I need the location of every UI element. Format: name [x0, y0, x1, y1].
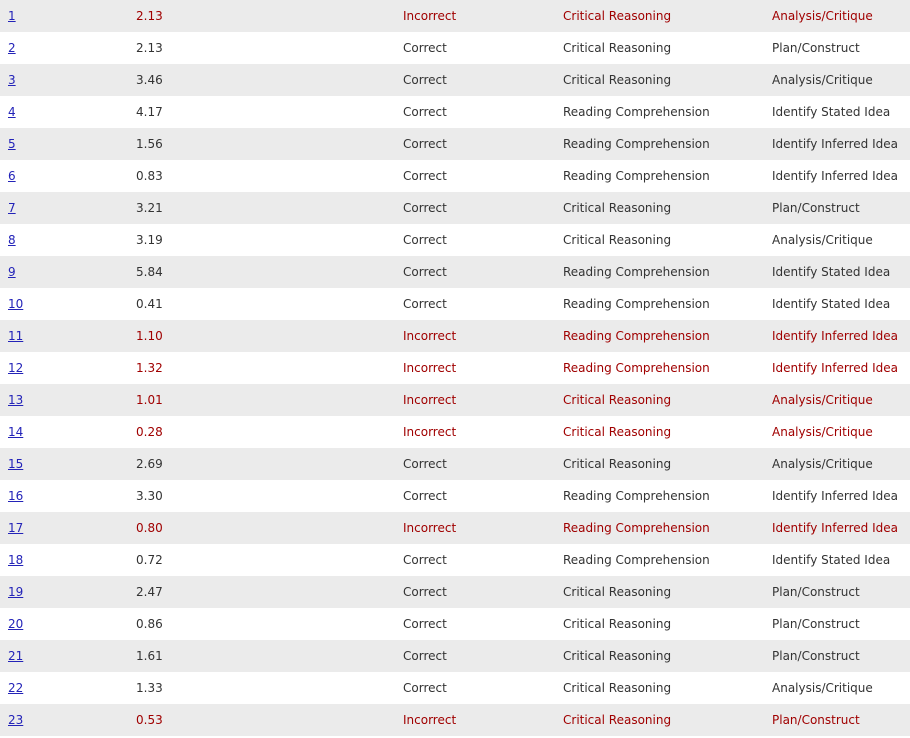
time-cell: 2.13 [136, 32, 403, 64]
table-row [0, 704, 910, 736]
question-number-cell [0, 704, 136, 736]
question-number-cell [0, 256, 136, 288]
question-type-cell: Critical Reasoning [563, 416, 772, 448]
question-number-cell [0, 448, 136, 480]
result-cell: Correct [403, 288, 563, 320]
question-number-cell [0, 608, 136, 640]
time-cell: 0.80 [136, 512, 403, 544]
question-number-cell [0, 224, 136, 256]
result-cell: Incorrect [403, 384, 563, 416]
question-link[interactable]: 22 [8, 681, 24, 695]
result-cell: Incorrect [403, 0, 563, 32]
question-type-cell: Critical Reasoning [563, 608, 772, 640]
question-subtype-cell: Analysis/Critique [772, 64, 910, 96]
time-cell: 0.86 [136, 608, 403, 640]
time-cell: 3.30 [136, 480, 403, 512]
question-subtype-cell: Identify Stated Idea [772, 288, 910, 320]
question-link[interactable]: 10 [8, 297, 24, 311]
question-number-cell [0, 352, 136, 384]
time-cell: 1.10 [136, 320, 403, 352]
question-subtype-cell: Plan/Construct [772, 704, 910, 736]
question-subtype-cell: Analysis/Critique [772, 0, 910, 32]
time-cell: 2.69 [136, 448, 403, 480]
result-cell: Correct [403, 640, 563, 672]
question-type-cell: Critical Reasoning [563, 64, 772, 96]
table-row [0, 544, 910, 576]
question-subtype-cell: Plan/Construct [772, 32, 910, 64]
time-cell: 0.53 [136, 704, 403, 736]
question-number-cell [0, 320, 136, 352]
question-subtype-cell: Identify Inferred Idea [772, 352, 910, 384]
table-row [0, 96, 910, 128]
question-type-cell: Critical Reasoning [563, 672, 772, 704]
question-type-cell: Critical Reasoning [563, 576, 772, 608]
question-type-cell: Reading Comprehension [563, 512, 772, 544]
question-type-cell: Critical Reasoning [563, 0, 772, 32]
table-row [0, 0, 910, 32]
question-type-cell: Reading Comprehension [563, 288, 772, 320]
question-number-cell [0, 0, 136, 32]
question-subtype-cell: Plan/Construct [772, 192, 910, 224]
result-cell: Correct [403, 128, 563, 160]
question-type-cell: Reading Comprehension [563, 480, 772, 512]
table-row [0, 288, 910, 320]
table-row [0, 448, 910, 480]
question-link[interactable]: 15 [8, 457, 24, 471]
question-link[interactable]: 13 [8, 393, 24, 407]
table-row [0, 128, 910, 160]
question-link[interactable]: 18 [8, 553, 24, 567]
time-cell: 3.46 [136, 64, 403, 96]
table-row [0, 256, 910, 288]
question-link[interactable]: 17 [8, 521, 24, 535]
result-cell: Correct [403, 96, 563, 128]
question-type-cell: Reading Comprehension [563, 96, 772, 128]
question-number-cell [0, 192, 136, 224]
question-number-cell [0, 288, 136, 320]
question-type-cell: Reading Comprehension [563, 256, 772, 288]
result-cell: Incorrect [403, 320, 563, 352]
question-subtype-cell: Identify Inferred Idea [772, 320, 910, 352]
question-link[interactable]: 8 [8, 233, 16, 247]
question-type-cell: Reading Comprehension [563, 352, 772, 384]
question-link[interactable]: 21 [8, 649, 24, 663]
question-subtype-cell: Analysis/Critique [772, 448, 910, 480]
question-subtype-cell: Analysis/Critique [772, 384, 910, 416]
question-link[interactable]: 19 [8, 585, 24, 599]
table-row [0, 224, 910, 256]
question-subtype-cell: Analysis/Critique [772, 416, 910, 448]
question-link[interactable]: 12 [8, 361, 24, 375]
question-number-cell [0, 576, 136, 608]
table-row [0, 352, 910, 384]
question-link[interactable]: 1 [8, 9, 16, 23]
question-number-cell [0, 96, 136, 128]
time-cell: 4.17 [136, 96, 403, 128]
question-number-cell [0, 384, 136, 416]
time-cell: 0.41 [136, 288, 403, 320]
result-cell: Incorrect [403, 352, 563, 384]
time-cell: 1.56 [136, 128, 403, 160]
question-number-cell [0, 416, 136, 448]
question-link[interactable]: 3 [8, 73, 16, 87]
table-row [0, 384, 910, 416]
question-subtype-cell: Analysis/Critique [772, 672, 910, 704]
question-link[interactable]: 20 [8, 617, 24, 631]
time-cell: 3.21 [136, 192, 403, 224]
table-row [0, 576, 910, 608]
result-cell: Correct [403, 32, 563, 64]
time-cell: 5.84 [136, 256, 403, 288]
table-row [0, 640, 910, 672]
question-link[interactable]: 16 [8, 489, 24, 503]
question-link[interactable]: 4 [8, 105, 16, 119]
question-subtype-cell: Identify Inferred Idea [772, 512, 910, 544]
result-cell: Correct [403, 224, 563, 256]
question-type-cell: Reading Comprehension [563, 320, 772, 352]
result-cell: Correct [403, 448, 563, 480]
question-type-cell: Reading Comprehension [563, 160, 772, 192]
question-type-cell: Critical Reasoning [563, 192, 772, 224]
result-cell: Correct [403, 192, 563, 224]
question-number-cell [0, 640, 136, 672]
time-cell: 1.61 [136, 640, 403, 672]
question-number-cell [0, 480, 136, 512]
time-cell: 1.33 [136, 672, 403, 704]
time-cell: 1.01 [136, 384, 403, 416]
table-row [0, 672, 910, 704]
table-row [0, 512, 910, 544]
question-type-cell: Critical Reasoning [563, 32, 772, 64]
table-row [0, 480, 910, 512]
question-link[interactable]: 5 [8, 137, 16, 151]
question-type-cell: Reading Comprehension [563, 128, 772, 160]
result-cell: Correct [403, 608, 563, 640]
table-row [0, 160, 910, 192]
result-cell: Correct [403, 64, 563, 96]
question-subtype-cell: Identify Stated Idea [772, 544, 910, 576]
question-number-cell [0, 544, 136, 576]
question-type-cell: Reading Comprehension [563, 544, 772, 576]
result-cell: Correct [403, 160, 563, 192]
result-cell: Incorrect [403, 704, 563, 736]
table-row [0, 32, 910, 64]
question-number-cell [0, 512, 136, 544]
question-link[interactable]: 11 [8, 329, 24, 343]
result-cell: Correct [403, 544, 563, 576]
question-subtype-cell: Analysis/Critique [772, 224, 910, 256]
question-link[interactable]: 23 [8, 713, 24, 727]
result-cell: Correct [403, 576, 563, 608]
time-cell: 3.19 [136, 224, 403, 256]
result-cell: Incorrect [403, 416, 563, 448]
question-number-cell [0, 32, 136, 64]
question-number-cell [0, 64, 136, 96]
question-link[interactable]: 6 [8, 169, 16, 183]
result-cell: Incorrect [403, 512, 563, 544]
question-subtype-cell: Identify Inferred Idea [772, 160, 910, 192]
question-link[interactable]: 14 [8, 425, 24, 439]
result-cell: Correct [403, 672, 563, 704]
table-row [0, 64, 910, 96]
question-number-cell [0, 160, 136, 192]
time-cell: 1.32 [136, 352, 403, 384]
table-row [0, 192, 910, 224]
question-subtype-cell: Identify Inferred Idea [772, 480, 910, 512]
question-type-cell: Critical Reasoning [563, 640, 772, 672]
question-number-cell [0, 672, 136, 704]
question-type-cell: Critical Reasoning [563, 224, 772, 256]
question-subtype-cell: Plan/Construct [772, 608, 910, 640]
time-cell: 2.47 [136, 576, 403, 608]
question-link[interactable]: 2 [8, 41, 16, 55]
time-cell: 0.72 [136, 544, 403, 576]
result-cell: Correct [403, 480, 563, 512]
question-number-cell [0, 128, 136, 160]
question-type-cell: Critical Reasoning [563, 448, 772, 480]
question-subtype-cell: Identify Inferred Idea [772, 128, 910, 160]
time-cell: 0.28 [136, 416, 403, 448]
result-cell: Correct [403, 256, 563, 288]
table-row [0, 416, 910, 448]
question-subtype-cell: Plan/Construct [772, 576, 910, 608]
question-link[interactable]: 9 [8, 265, 16, 279]
question-type-cell: Critical Reasoning [563, 704, 772, 736]
time-cell: 2.13 [136, 0, 403, 32]
table-row [0, 320, 910, 352]
question-subtype-cell: Plan/Construct [772, 640, 910, 672]
table-row [0, 608, 910, 640]
question-subtype-cell: Identify Stated Idea [772, 256, 910, 288]
question-subtype-cell: Identify Stated Idea [772, 96, 910, 128]
time-cell: 0.83 [136, 160, 403, 192]
question-link[interactable]: 7 [8, 201, 16, 215]
question-type-cell: Critical Reasoning [563, 384, 772, 416]
